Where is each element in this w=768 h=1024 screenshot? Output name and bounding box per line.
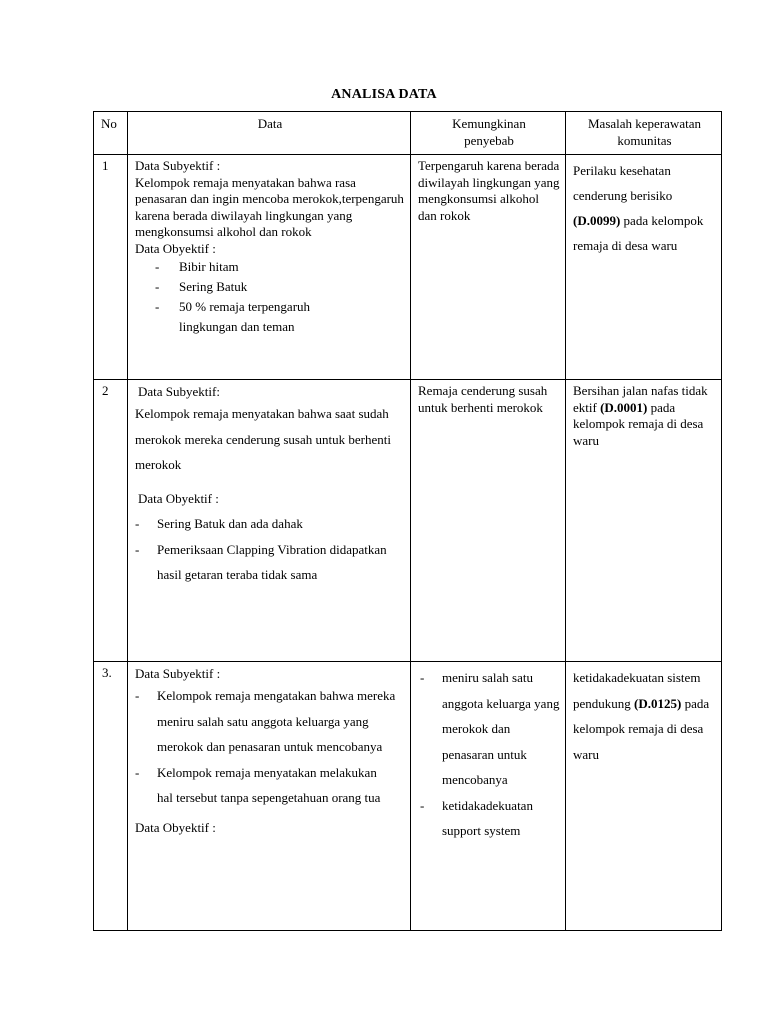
bullet-dash: - bbox=[155, 259, 160, 274]
subjektif-item: - Kelompok remaja menyatakan melakukan hal tersebut tanpa sepengetahuan orang tua bbox=[135, 760, 405, 811]
objektif-label: Data Obyektif : bbox=[135, 819, 216, 835]
objektif-label: Data Obyektif : bbox=[135, 240, 216, 256]
header-penyebab bbox=[411, 112, 566, 155]
penyebab-item: - meniru salah satu anggota keluarga yang merokok dan penasaran untuk mencobanya bbox=[418, 665, 560, 793]
header-penyebab-line1: Kemungkinan bbox=[452, 116, 526, 131]
masalah-cell: Perilaku kesehatan cenderung berisiko (D.0099) pada kelompok remaja di desa waru bbox=[566, 155, 722, 380]
diagnosis-code: (D.0001) bbox=[600, 399, 648, 415]
subjektif-label: Data Subyektif : bbox=[135, 666, 221, 681]
data-cell bbox=[128, 155, 411, 380]
page-title: ANALISA DATA bbox=[331, 87, 437, 102]
header-penyebab-line2: penyebab bbox=[464, 133, 514, 148]
subjektif-label: Data Subyektif: bbox=[138, 384, 220, 399]
table-header-row bbox=[94, 112, 722, 155]
penyebab-cell: Terpengaruh karena berada diwilayah lingkungan yang mengkonsumsi alkohol dan rokok bbox=[411, 155, 566, 380]
data-cell bbox=[128, 662, 411, 931]
objektif-item: - 50 % remaja terpengaruh lingkungan dan teman bbox=[135, 297, 405, 337]
table-row bbox=[94, 155, 722, 380]
header-masalah-line1: Masalah keperawatan bbox=[588, 116, 701, 131]
header-no: No bbox=[94, 112, 128, 155]
penyebab-cell: Remaja cenderung susah untuk berhenti merokok bbox=[411, 380, 566, 662]
subjektif-text: Kelompok remaja menyatakan bahwa saat sudah merokok mereka cenderung susah untuk berhenti merokok bbox=[135, 406, 391, 472]
table-row bbox=[94, 662, 722, 931]
bullet-dash: - bbox=[135, 516, 140, 531]
header-masalah bbox=[566, 112, 722, 155]
bullet-dash: - bbox=[155, 299, 160, 314]
subjektif-text: Kelompok remaja menyatakan bahwa rasa penasaran dan ingin mencoba merokok,terpengaruh karena berada diwilayah lingkungan yang mengkonsumsi alkohol dan rokok bbox=[135, 174, 404, 239]
masalah-cell: Bersihan jalan nafas tidak ektif (D.0001) pada kelompok remaja di desa waru bbox=[566, 380, 722, 662]
penyebab-item: - ketidakadekuatan support system bbox=[418, 793, 560, 844]
subjektif-item: - Kelompok remaja mengatakan bahwa mereka meniru salah satu anggota keluarga yang merokok dan penasaran untuk mencobanya bbox=[135, 683, 405, 760]
penyebab-cell bbox=[411, 662, 566, 931]
header-masalah-line2: komunitas bbox=[617, 133, 672, 148]
row-number: 2 bbox=[94, 380, 128, 662]
objektif-item: - Sering Batuk dan ada dahak bbox=[135, 511, 405, 537]
diagnosis-code: (D.0099) bbox=[573, 213, 621, 228]
subjektif-label: Data Subyektif : bbox=[135, 158, 221, 173]
objektif-item: - Sering Batuk bbox=[135, 277, 405, 297]
row-number: 3. bbox=[94, 662, 128, 931]
bullet-dash: - bbox=[420, 670, 425, 685]
objektif-item: - Bibir hitam bbox=[135, 257, 405, 277]
masalah-cell: ketidakadekuatan sistem pendukung (D.0125) pada kelompok remaja di desa waru bbox=[566, 662, 722, 931]
bullet-dash: - bbox=[135, 688, 140, 703]
table-row bbox=[94, 380, 722, 662]
row-number: 1 bbox=[94, 155, 128, 380]
analysis-table bbox=[93, 111, 722, 931]
header-data: Data bbox=[128, 112, 411, 155]
bullet-dash: - bbox=[135, 764, 140, 780]
bullet-dash: - bbox=[155, 279, 160, 294]
diagnosis-code: (D.0125) bbox=[634, 695, 682, 711]
data-cell bbox=[128, 380, 411, 662]
bullet-dash: - bbox=[135, 541, 140, 557]
bullet-dash: - bbox=[420, 797, 425, 813]
objektif-label: Data Obyektif : bbox=[138, 490, 219, 506]
objektif-item: - Pemeriksaan Clapping Vibration didapatkan hasil getaran teraba tidak sama bbox=[135, 537, 405, 588]
